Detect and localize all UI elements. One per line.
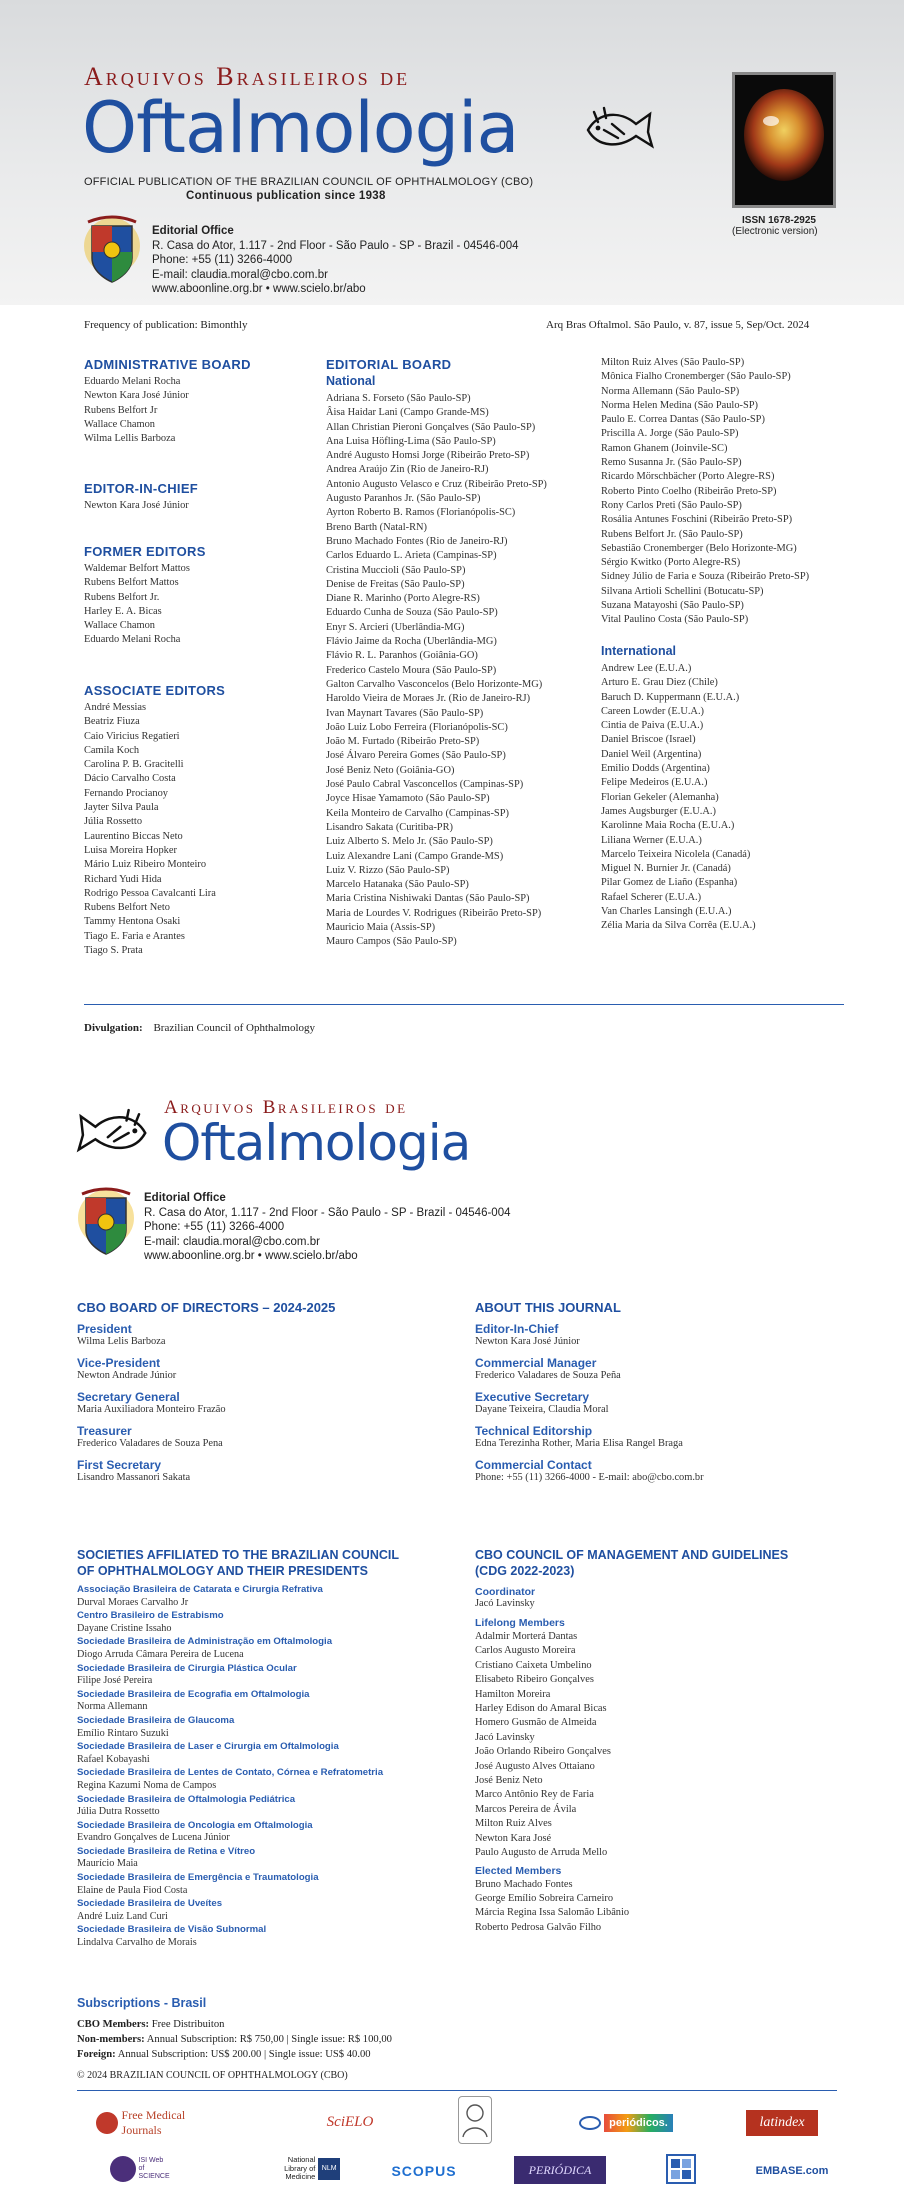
isi-icon xyxy=(110,2156,136,2182)
office-phone: Phone: +55 (11) 3266-4000 xyxy=(144,1221,285,1233)
coordinator-name: Jacó Lavinsky xyxy=(475,1598,535,1609)
cdg-list xyxy=(475,1586,629,1935)
cbo-members-label: CBO Members: xyxy=(77,2019,150,2030)
role-label: Commercial Manager xyxy=(475,1356,597,1370)
list-item: Mário Luiz Ribeiro Monteiro xyxy=(84,859,207,871)
list-item: Rodrigo Pessoa Cavalcanti Lira xyxy=(84,887,216,899)
office-web[interactable]: www.aboonline.org.br • www.scielo.br/abo xyxy=(152,283,366,295)
society-president: Elaine de Paula Fiod Costa xyxy=(77,1884,188,1896)
associate-editors-title: ASSOCIATE EDITORS xyxy=(84,683,226,698)
list-item: Carolina P. B. Gracitelli xyxy=(84,759,184,771)
list-item: Careen Lowder (E.U.A.) xyxy=(601,705,704,717)
admin-board-list xyxy=(84,375,189,446)
list-item: Carlos Augusto Moreira xyxy=(475,1645,576,1657)
list-item: Roberto Pedrosa Galvão Filho xyxy=(475,1921,602,1933)
office-address: R. Casa do Ator, 1.117 - 2nd Floor - São Paulo - SP - Brazil - 04546-004 xyxy=(152,239,519,252)
list-item: José Álvaro Pereira Gomes (São Paulo-SP) xyxy=(326,750,506,762)
journal-title: Oftalmologia xyxy=(82,87,519,169)
list-item: Cristina Muccioli (São Paulo-SP) xyxy=(326,564,466,576)
latindex-logo[interactable]: latindex xyxy=(746,2110,818,2136)
list-item: Adalmir Morterá Dantas xyxy=(475,1631,578,1642)
list-item: Paulo E. Correa Dantas (São Paulo-SP) xyxy=(601,414,765,426)
society-name: Sociedade Brasileira de Cirurgia Plástica Ocular xyxy=(77,1662,297,1674)
office-web[interactable]: www.aboonline.org.br • www.scielo.br/abo xyxy=(144,1250,358,1262)
societies-title-line1: SOCIETIES AFFILIATED TO THE BRAZILIAN COUNCIL xyxy=(77,1548,399,1562)
list-item: Pilar Gomez de Liaño (Espanha) xyxy=(601,877,738,889)
list-item: Ayrton Roberto B. Ramos (Florianópolis-SC) xyxy=(326,507,516,519)
list-item: José Augusto Alves Ottaiano xyxy=(475,1760,595,1772)
cdg-title xyxy=(475,1547,788,1579)
list-item: Andrea Araújo Zin (Rio de Janeiro-RJ) xyxy=(326,464,489,476)
list-item: Rubens Belfort Jr. (São Paulo-SP) xyxy=(601,528,743,540)
list-item: Sidney Júlio de Faria e Souza (Ribeirão Preto-SP) xyxy=(601,571,810,583)
list-item: Luisa Moreira Hopker xyxy=(84,844,177,856)
list-item: Jacó Lavinsky xyxy=(475,1731,535,1743)
official-publication: OFFICIAL PUBLICATION OF THE BRAZILIAN COUNCIL OF OPHTHALMOLOGY (CBO) xyxy=(84,176,534,188)
list-item: Norma Helen Medina (São Paulo-SP) xyxy=(601,399,758,411)
portrait-seal-logo[interactable] xyxy=(458,2096,492,2144)
isi-web-of-science-logo[interactable]: ISI Web of SCIENCE xyxy=(108,2150,172,2188)
list-item: Bruno Machado Fontes xyxy=(475,1878,573,1890)
list-item: Richard Yudi Hida xyxy=(84,873,162,885)
society-president: André Luiz Land Curi xyxy=(77,1910,168,1922)
national-title: National xyxy=(326,374,376,388)
list-item: Sebastião Cronemberger (Belo Horizonte-MG) xyxy=(601,542,797,554)
society-president: Durval Moraes Carvalho Jr xyxy=(77,1596,189,1608)
society-president: Evandro Gonçalves de Lucena Júnior xyxy=(77,1832,230,1844)
office-address: R. Casa do Ator, 1.117 - 2nd Floor - São Paulo - SP - Brazil - 04546-004 xyxy=(144,1206,511,1219)
list-item: Beatriz Fiuza xyxy=(84,716,140,728)
list-item: Waldemar Belfort Mattos xyxy=(84,563,190,574)
issn: ISSN 1678-2925 xyxy=(742,215,816,226)
society-name: Sociedade Brasileira de Visão Subnormal xyxy=(77,1924,267,1936)
list-item: Roberto Pinto Coelho (Ribeirão Preto-SP) xyxy=(601,485,777,497)
foreign-value: Annual Subscription: US$ 200.00 | Single issue: US$ 40.00 xyxy=(117,2049,371,2060)
scopus-logo[interactable]: SCOPUS xyxy=(391,2163,457,2179)
about-title: ABOUT THIS JOURNAL xyxy=(475,1300,621,1315)
list-item: Florian Gekeler (Alemanha) xyxy=(601,791,719,803)
role-name: Newton Kara José Júnior xyxy=(475,1336,580,1347)
list-item: Jayter Silva Paula xyxy=(84,802,159,814)
list-item: Milton Ruiz Alves (São Paulo-SP) xyxy=(601,357,745,368)
copyright: © 2024 BRAZILIAN COUNCIL OF OPHTHALMOLOGY (CBO) xyxy=(77,2070,348,2081)
list-item: Zélia Maria da Silva Corrêa (E.U.A.) xyxy=(601,920,756,932)
fish-logo-icon xyxy=(584,104,656,156)
list-item: Baruch D. Kuppermann (E.U.A.) xyxy=(601,691,740,703)
subscriptions-title: Subscriptions - Brasil xyxy=(77,1996,207,2010)
list-item: Ricardo Mörschbächer (Porto Alegre-RS) xyxy=(601,471,775,483)
society-name: Sociedade Brasileira de Administração em Oftalmologia xyxy=(77,1636,333,1648)
list-item: João Luiz Lobo Ferreira (Florianópolis-SC) xyxy=(326,721,508,733)
role-name: Lisandro Massanori Sakata xyxy=(77,1472,191,1483)
journal-kicker: Arquivos Brasileiros de xyxy=(84,62,411,91)
portrait-icon xyxy=(459,2097,491,2143)
globe-icon xyxy=(96,2112,118,2134)
crest-icon xyxy=(76,1184,136,1260)
capes-icon xyxy=(579,2116,601,2130)
society-president: Rafael Kobayashi xyxy=(77,1753,150,1765)
list-item: Antonio Augusto Velasco e Cruz (Ribeirão Preto-SP) xyxy=(326,478,547,490)
list-item: Joyce Hisae Yamamoto (São Paulo-SP) xyxy=(326,793,490,805)
list-item: Augusto Paranhos Jr. (São Paulo-SP) xyxy=(326,493,481,505)
role-name: Wilma Lelis Barboza xyxy=(77,1336,166,1347)
role-label: President xyxy=(77,1322,132,1336)
list-item: Elisabeto Ribeiro Gonçalves xyxy=(475,1674,594,1686)
list-item: Mônica Fialho Cronemberger (São Paulo-SP) xyxy=(601,371,791,383)
list-item: Enyr S. Arcieri (Uberlândia-MG) xyxy=(326,621,465,633)
list-item: Tiago S. Prata xyxy=(84,945,143,957)
list-item: Rubens Belfort Neto xyxy=(84,902,170,914)
list-item: Newton Kara José xyxy=(475,1832,552,1844)
crest-icon xyxy=(82,212,142,288)
list-item: Camila Koch xyxy=(84,744,140,756)
eye-cover-image xyxy=(735,75,833,205)
non-members-value: Annual Subscription: R$ 750,00 | Single issue: R$ 100,00 xyxy=(146,2034,392,2045)
society-president: Dayane Cristine Issaho xyxy=(77,1622,172,1634)
issn-note: (Electronic version) xyxy=(732,226,818,237)
elected-list xyxy=(475,1878,629,1936)
list-item: Haroldo Vieira de Moraes Jr. (Rio de Janeiro-RJ) xyxy=(326,693,531,705)
divulgation-value: Brazilian Council of Ophthalmology xyxy=(153,1022,316,1034)
admin-board-title: ADMINISTRATIVE BOARD xyxy=(84,357,251,372)
list-item: Luiz V. Rizzo (São Paulo-SP) xyxy=(326,864,450,876)
list-item: Flávio R. L. Paranhos (Goiânia-GO) xyxy=(326,650,478,662)
elected-label: Elected Members xyxy=(475,1864,562,1877)
society-president: Regina Kazumi Noma de Campos xyxy=(77,1779,217,1791)
coordinator-label: Coordinator xyxy=(475,1586,536,1598)
role-name: Edna Terezinha Rother, Maria Elisa Rangel Braga xyxy=(475,1438,683,1449)
section-divider xyxy=(84,1004,844,1005)
list-item: Wallace Chamon xyxy=(84,620,156,632)
grid-icon xyxy=(668,2156,694,2182)
list-item: Paulo Augusto de Arruda Mello xyxy=(475,1847,608,1859)
list-item: Carlos Eduardo L. Arieta (Campinas-SP) xyxy=(326,550,497,562)
list-item: Emilio Dodds (Argentina) xyxy=(601,763,710,775)
society-name: Sociedade Brasileira de Ecografia em Oftalmologia xyxy=(77,1688,310,1700)
divulgation-label: Divulgation: xyxy=(84,1022,143,1034)
cdg-title-line2: (CDG 2022-2023) xyxy=(475,1564,575,1578)
list-item: Daniel Weil (Argentina) xyxy=(601,748,702,760)
office-phone: Phone: +55 (11) 3266-4000 xyxy=(152,254,293,266)
editorial-board-title: EDITORIAL BOARD xyxy=(326,357,452,372)
list-item: Harley E. A. Bicas xyxy=(84,605,162,617)
list-item: Norma Allemann (São Paulo-SP) xyxy=(601,385,740,397)
list-item: Galton Carvalho Vasconcelos (Belo Horizonte-MG) xyxy=(326,678,543,690)
list-item: Maria de Lourdes V. Rodrigues (Ribeirão Preto-SP) xyxy=(326,907,542,919)
role-name: Dayane Teixeira, Claudia Moral xyxy=(475,1404,609,1415)
list-item: Eduardo Melani Rocha xyxy=(84,634,181,646)
list-item: Rubens Belfort Jr. xyxy=(84,591,160,603)
list-item: André Augusto Homsi Jorge (Ribeirão Preto-SP) xyxy=(326,450,530,462)
societies-list xyxy=(77,1584,383,1950)
list-item: Milton Ruiz Alves xyxy=(475,1818,552,1830)
list-item: Márcia Regina Issa Salomão Libânio xyxy=(475,1907,630,1919)
list-item: Mauro Campos (São Paulo-SP) xyxy=(326,936,457,948)
list-item: Allan Christian Pieroni Gonçalves (São Paulo-SP) xyxy=(326,421,536,433)
society-president: Filipe José Pereira xyxy=(77,1675,153,1687)
society-president: Lindalva Carvalho de Morais xyxy=(77,1937,197,1949)
lifelong-list xyxy=(475,1630,629,1861)
list-item: Wallace Chamon xyxy=(84,418,156,430)
list-item: Hamilton Moreira xyxy=(475,1688,551,1700)
role-label: Executive Secretary xyxy=(475,1390,590,1404)
list-item: Arturo E. Grau Diez (Chile) xyxy=(601,677,718,689)
list-item: Bruno Machado Fontes (Rio de Janeiro-RJ) xyxy=(326,535,508,547)
periodicos-logo[interactable]: periódicos. xyxy=(574,2110,678,2136)
role-label: Technical Editorship xyxy=(475,1424,593,1438)
role-label: Secretary General xyxy=(77,1390,180,1404)
list-item: Breno Barth (Natal-RN) xyxy=(326,521,427,533)
list-item: Silvana Artioli Schellini (Botucatu-SP) xyxy=(601,585,764,597)
society-name: Sociedade Brasileira de Uveítes xyxy=(77,1898,223,1910)
cdg-title-line1: CBO COUNCIL OF MANAGEMENT AND GUIDELINES xyxy=(475,1548,789,1562)
role-name[interactable]: Phone: +55 (11) 3266-4000 - E-mail: abo@cbo.com.br xyxy=(475,1472,704,1483)
role-name: Frederico Valadares de Souza Pena xyxy=(77,1438,223,1449)
list-item: Âisa Haidar Lani (Campo Grande-MS) xyxy=(326,407,489,419)
list-item: Miguel N. Burnier Jr. (Canadá) xyxy=(601,863,731,875)
journal-title-2: Oftalmologia xyxy=(162,1114,471,1172)
list-item: José Beniz Neto (Goiânia-GO) xyxy=(326,764,455,776)
former-editors-title: FORMER EDITORS xyxy=(84,544,206,559)
list-item: Lisandro Sakata (Curitiba-PR) xyxy=(326,821,453,833)
list-item: Sérgio Kwitko (Porto Alegre-RS) xyxy=(601,557,741,569)
list-item: Flávio Jaime da Rocha (Uberlândia-MG) xyxy=(326,636,497,648)
list-item: Marcelo Hatanaka (São Paulo-SP) xyxy=(326,879,469,891)
list-item: Keila Monteiro de Carvalho (Campinas-SP) xyxy=(326,807,509,819)
society-name: Sociedade Brasileira de Oncologia em Oftalmologia xyxy=(77,1819,313,1831)
society-president: Júlia Dutra Rossetto xyxy=(77,1806,160,1818)
society-name: Sociedade Brasileira de Emergência e Traumatologia xyxy=(77,1872,319,1884)
list-item: Marcos Pereira de Ávila xyxy=(475,1803,577,1815)
societies-title-line2: OF OPHTHALMOLOGY AND THEIR PRESIDENTS xyxy=(77,1564,368,1578)
international-title: International xyxy=(601,644,677,658)
role-label: Editor-In-Chief xyxy=(475,1322,559,1336)
editor-chief-title: EDITOR-IN-CHIEF xyxy=(84,481,199,496)
society-name: Sociedade Brasileira de Glaucoma xyxy=(77,1714,235,1726)
role-label: Treasurer xyxy=(77,1424,132,1438)
fish-logo-icon xyxy=(74,1106,150,1160)
list-item: George Emílio Sobreira Carneiro xyxy=(475,1892,614,1904)
journal-kicker-2: Arquivos Brasileiros de xyxy=(164,1097,408,1118)
list-item: Vital Paulino Costa (São Paulo-SP) xyxy=(601,614,749,626)
role-name: Maria Auxiliadora Monteiro Frazão xyxy=(77,1404,226,1415)
list-item: Eduardo Cunha de Souza (São Paulo-SP) xyxy=(326,607,498,619)
list-item: Mauricio Maia (Assis-SP) xyxy=(326,921,436,933)
list-item: João M. Furtado (Ribeirão Preto-SP) xyxy=(326,736,480,748)
list-item: Newton Kara José Júnior xyxy=(84,500,189,511)
list-item: Rubens Belfort Mattos xyxy=(84,577,179,589)
list-item: Liliana Werner (E.U.A.) xyxy=(601,834,702,846)
non-members-label: Non-members: xyxy=(77,2034,145,2045)
list-item: Eduardo Melani Rocha xyxy=(84,376,181,387)
scielo-logo[interactable]: SciELO xyxy=(326,2113,374,2130)
list-item: Maria Cristina Nishiwaki Dantas (São Paulo-SP) xyxy=(326,893,530,905)
nlm-icon: NLM xyxy=(318,2158,340,2180)
society-president: Emílio Rintaro Suzuki xyxy=(77,1727,169,1739)
society-name: Associação Brasileira de Catarata e Cirurgia Refrativa xyxy=(77,1584,323,1595)
list-item: Denise de Freitas (São Paulo-SP) xyxy=(326,578,465,590)
embase-logo[interactable]: EMBASE.com xyxy=(755,2165,829,2177)
list-item: Caio Viricius Regatieri xyxy=(84,730,180,742)
list-item: Marcelo Teixeira Nicolela (Canadá) xyxy=(601,848,751,860)
cbo-members-value: Free Distribuiton xyxy=(151,2019,225,2030)
former-editors-list xyxy=(84,562,190,648)
society-president: Diogo Arruda Câmara Pereira de Lucena xyxy=(77,1648,244,1660)
society-name: Sociedade Brasileira de Lentes de Contato, Córnea e Refratometria xyxy=(77,1767,384,1779)
role-name: Newton Andrade Júnior xyxy=(77,1370,177,1381)
society-president: Maurício Maia xyxy=(77,1858,138,1870)
office-email[interactable]: E-mail: claudia.moral@cbo.com.br xyxy=(144,1235,320,1248)
list-item: Rafael Scherer (E.U.A.) xyxy=(601,891,702,903)
list-item: Fernando Procianoy xyxy=(84,787,168,799)
society-president: Norma Allemann xyxy=(77,1701,148,1713)
role-label: First Secretary xyxy=(77,1458,162,1472)
national-list-a xyxy=(326,392,547,950)
role-name: Frederico Valadares de Souza Peña xyxy=(475,1370,621,1381)
list-item: Tiago E. Faria e Arantes xyxy=(84,930,185,942)
list-item: Luiz Alberto S. Melo Jr. (São Paulo-SP) xyxy=(326,836,493,848)
list-item: João Orlando Ribeiro Gonçalves xyxy=(475,1746,611,1758)
office-title: Editorial Office xyxy=(152,225,234,237)
list-item: Karolinne Maia Rocha (E.U.A.) xyxy=(601,820,735,832)
society-name: Sociedade Brasileira de Oftalmologia Pediátrica xyxy=(77,1793,296,1805)
list-item: Priscilla A. Jorge (São Paulo-SP) xyxy=(601,428,739,440)
footer-divider xyxy=(77,2090,837,2091)
editorial-office xyxy=(152,224,519,297)
foreign-label: Foreign: xyxy=(77,2049,116,2060)
subscriptions-list xyxy=(77,2017,392,2062)
cbo-board-title: CBO BOARD OF DIRECTORS – 2024-2025 xyxy=(77,1300,336,1315)
continuous-publication: Continuous publication since 1938 xyxy=(186,190,386,202)
list-item: James Augsburger (E.U.A.) xyxy=(601,805,716,817)
periodica-logo[interactable]: PERIÓDICA xyxy=(514,2156,606,2184)
international-list xyxy=(601,662,756,934)
list-item: Júlia Rossetto xyxy=(84,816,143,828)
divulgation xyxy=(84,1022,315,1034)
list-item: Frederico Castelo Moura (São Paulo-SP) xyxy=(326,664,497,676)
list-item: Adriana S. Forseto (São Paulo-SP) xyxy=(326,393,471,404)
free-medical-journals-logo[interactable]: Free Medical Journals xyxy=(96,2108,226,2138)
list-item: Diane R. Marinho (Porto Alegre-RS) xyxy=(326,593,480,605)
editorial-office-2 xyxy=(144,1191,511,1264)
national-list-b xyxy=(601,356,809,628)
list-item: Wilma Lellis Barboza xyxy=(84,433,176,445)
list-item: Tammy Hentona Osaki xyxy=(84,916,181,928)
list-item: Ramon Ghanem (Joinvile-SC) xyxy=(601,442,728,454)
list-item: Newton Kara José Júnior xyxy=(84,390,189,402)
nlm-logo[interactable]: National Library of Medicine NLM xyxy=(270,2152,340,2186)
list-item: José Beniz Neto xyxy=(475,1775,543,1787)
list-item: José Paulo Cabral Vasconcellos (Campinas-SP) xyxy=(326,779,524,791)
list-item: Cristiano Caixeta Umbelino xyxy=(475,1659,592,1671)
office-title: Editorial Office xyxy=(144,1192,226,1204)
about-list xyxy=(475,1322,704,1483)
list-item: Luiz Alexandre Lani (Campo Grande-MS) xyxy=(326,850,504,862)
society-name: Sociedade Brasileira de Retina e Vítreo xyxy=(77,1845,256,1857)
associate-editors-list xyxy=(84,701,216,958)
list-item: Andrew Lee (E.U.A.) xyxy=(601,663,692,674)
citation: Arq Bras Oftalmol. São Paulo, v. 87, issue 5, Sep/Oct. 2024 xyxy=(546,319,810,331)
cbo-board-list xyxy=(77,1322,226,1483)
index-square-logo[interactable] xyxy=(666,2154,696,2184)
office-email[interactable]: E-mail: claudia.moral@cbo.com.br xyxy=(152,268,328,281)
list-item: André Messias xyxy=(84,702,147,713)
list-item: Laurentino Biccas Neto xyxy=(84,830,183,842)
role-label: Commercial Contact xyxy=(475,1458,592,1472)
editor-chief-list xyxy=(84,499,189,513)
lifelong-label: Lifelong Members xyxy=(475,1617,565,1629)
list-item: Remo Susanna Jr. (São Paulo-SP) xyxy=(601,457,742,469)
cover-image-frame xyxy=(732,72,836,208)
list-item: Marco Antônio Rey de Faria xyxy=(475,1789,594,1801)
list-item: Rosália Antunes Foschini (Ribeirão Preto-SP) xyxy=(601,514,793,526)
list-item: Ana Luisa Höfling-Lima (São Paulo-SP) xyxy=(326,435,496,447)
list-item: Harley Edison do Amaral Bicas xyxy=(475,1703,607,1715)
list-item: Homero Gusmão de Almeida xyxy=(475,1717,597,1729)
list-item: Cintia de Paiva (E.U.A.) xyxy=(601,720,704,732)
list-item: Suzana Matayoshi (São Paulo-SP) xyxy=(601,600,744,612)
role-label: Vice-President xyxy=(77,1356,161,1370)
list-item: Dácio Carvalho Costa xyxy=(84,773,176,785)
frequency: Frequency of publication: Bimonthly xyxy=(84,319,248,331)
list-item: Ivan Maynart Tavares (São Paulo-SP) xyxy=(326,707,484,719)
list-item: Rubens Belfort Jr xyxy=(84,404,158,416)
list-item: Felipe Medeiros (E.U.A.) xyxy=(601,777,708,789)
list-item: Daniel Briscoe (Israel) xyxy=(601,734,696,746)
societies-title xyxy=(77,1547,399,1579)
society-name: Sociedade Brasileira de Laser e Cirurgia em Oftalmologia xyxy=(77,1741,339,1753)
list-item: Rony Carlos Preti (São Paulo-SP) xyxy=(601,499,742,511)
society-name: Centro Brasileiro de Estrabismo xyxy=(77,1610,224,1622)
list-item: Van Charles Lansingh (E.U.A.) xyxy=(601,906,732,918)
